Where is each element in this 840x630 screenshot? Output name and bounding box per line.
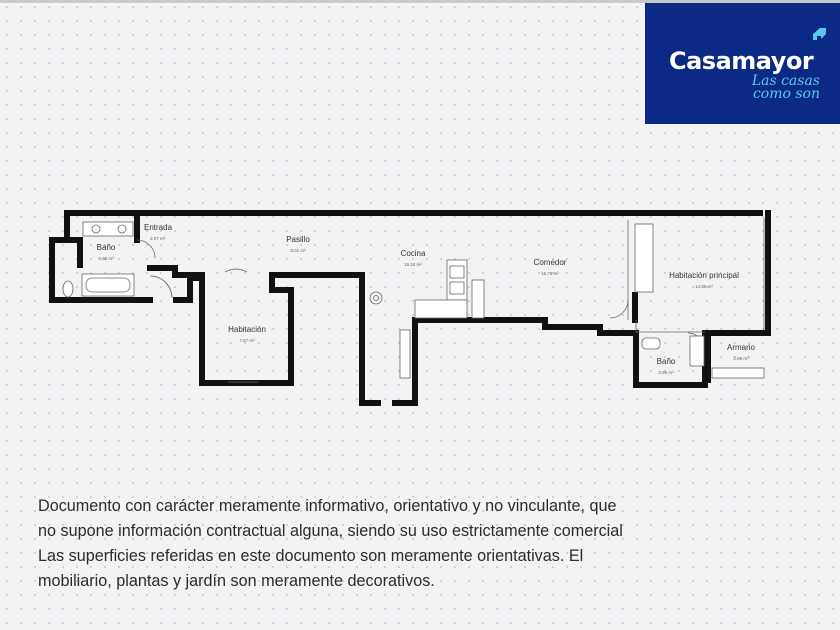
room-area-entrada: 3.07 m²: [150, 236, 166, 241]
room-area-bano-1: 5.68 m²: [98, 256, 114, 261]
disclaimer-line-1: Documento con carácter meramente informativo, orientativo y no vinculante, que: [38, 497, 617, 515]
room-name-armario: Armario: [726, 343, 756, 352]
room-area-pasillo: 8.01 m²: [290, 248, 306, 253]
disclaimer-text: [38, 494, 818, 594]
logo-tagline-line1: Las casas: [751, 73, 820, 89]
room-area-habitacion-principal: 14.89 m²: [695, 284, 713, 289]
room-name-entrada: Entrada: [144, 223, 173, 232]
room-name-bano-1: Baño: [96, 243, 116, 252]
disclaimer-line-2: no supone información contractual alguna, siendo su uso estrictamente comercial: [38, 522, 623, 540]
room-name-habitacion: Habitación: [228, 325, 266, 334]
room-area-habitacion: 7.87 m²: [239, 338, 255, 343]
room-name-bano-2: Baño: [656, 357, 676, 366]
room-name-comedor: Comedor: [533, 258, 567, 267]
floor-plan-labels: [97, 223, 756, 375]
logo-wordmark: Casamayor: [669, 47, 814, 75]
room-name-habitacion-principal: Habitación principal: [669, 271, 739, 280]
disclaimer-line-4: mobiliario, plantas y jardín son meramente decorativos.: [38, 572, 435, 590]
room-area-cocina: 15.34 m²: [404, 262, 422, 267]
room-area-bano-2: 2.96 m²: [658, 370, 674, 375]
logo-tagline-line2: como son: [752, 86, 820, 102]
room-name-pasillo: Pasillo: [286, 235, 310, 244]
room-area-comedor: 16.79 m²: [541, 271, 559, 276]
room-name-cocina: Cocina: [400, 249, 426, 258]
disclaimer-line-3: Las superficies referidas en este documento son meramente orientativas. El: [38, 547, 584, 565]
room-area-armario: 2.96 m²: [733, 356, 749, 361]
